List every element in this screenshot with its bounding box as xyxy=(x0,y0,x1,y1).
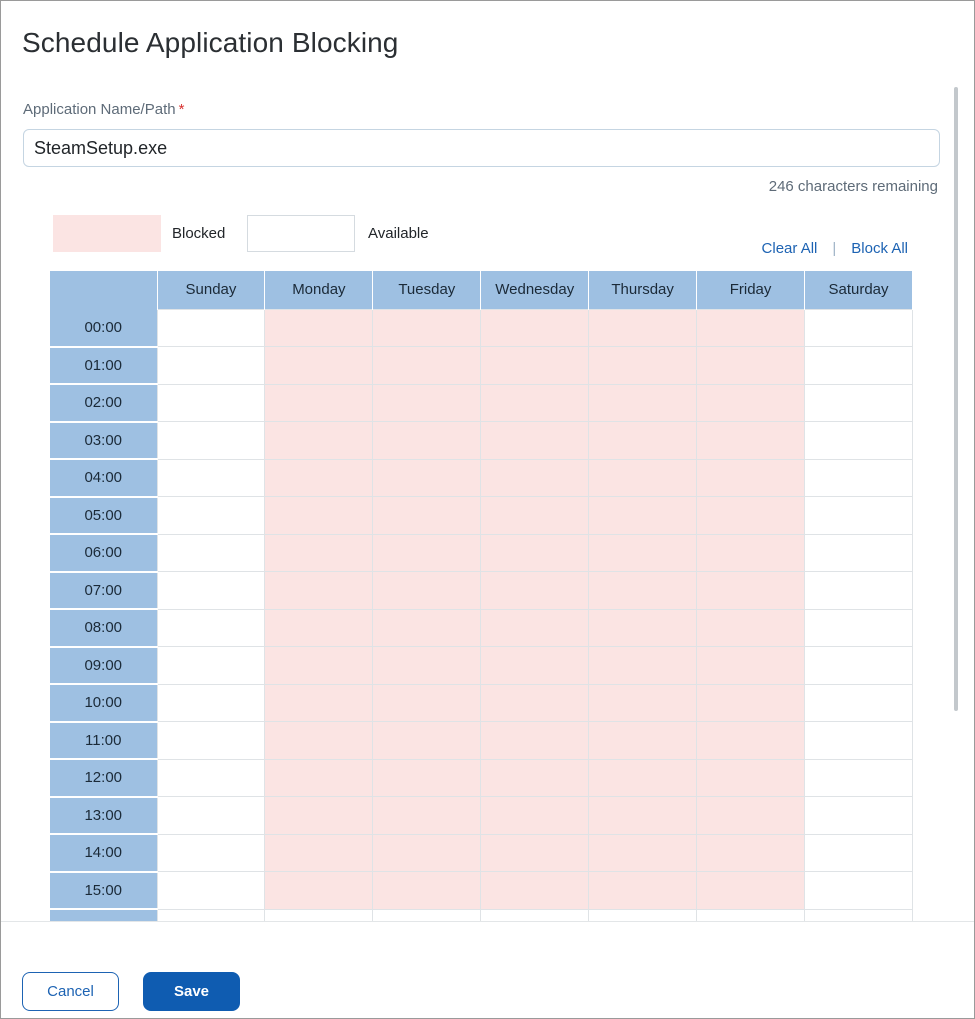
schedule-cell[interactable] xyxy=(589,609,697,647)
schedule-cell[interactable] xyxy=(589,797,697,835)
schedule-cell[interactable] xyxy=(589,872,697,910)
chars-remaining-counter: 246 characters remaining xyxy=(768,178,938,195)
schedule-cell[interactable] xyxy=(697,797,805,835)
hour-label[interactable]: 09:00 xyxy=(50,647,157,685)
schedule-cell[interactable] xyxy=(697,572,805,610)
day-header-wednesday[interactable]: Wednesday xyxy=(481,271,589,309)
hour-label[interactable]: 05:00 xyxy=(50,497,157,535)
schedule-cell[interactable] xyxy=(805,347,913,385)
schedule-cell[interactable] xyxy=(697,609,805,647)
schedule-cell[interactable] xyxy=(589,834,697,872)
schedule-cell[interactable] xyxy=(157,609,265,647)
schedule-cell[interactable] xyxy=(157,347,265,385)
schedule-row xyxy=(50,384,913,422)
schedule-cell[interactable] xyxy=(157,797,265,835)
schedule-cell[interactable] xyxy=(481,797,589,835)
schedule-cell[interactable] xyxy=(697,722,805,760)
schedule-cell[interactable] xyxy=(265,834,373,872)
schedule-header-row xyxy=(50,271,913,309)
schedule-cell[interactable] xyxy=(265,422,373,460)
schedule-cell[interactable] xyxy=(157,572,265,610)
schedule-cell[interactable] xyxy=(697,347,805,385)
hour-label[interactable]: 04:00 xyxy=(50,459,157,497)
day-header-thursday[interactable]: Thursday xyxy=(589,271,697,309)
save-button[interactable]: Save xyxy=(143,972,240,1011)
schedule-cell[interactable] xyxy=(589,497,697,535)
hour-label[interactable]: 00:00 xyxy=(50,309,157,347)
hour-label[interactable]: 15:00 xyxy=(50,872,157,910)
schedule-row xyxy=(50,572,913,610)
schedule-cell[interactable] xyxy=(373,497,481,535)
cancel-button[interactable]: Cancel xyxy=(22,972,119,1011)
schedule-cell[interactable] xyxy=(805,572,913,610)
schedule-cell[interactable] xyxy=(805,459,913,497)
schedule-cell[interactable] xyxy=(157,384,265,422)
schedule-cell[interactable] xyxy=(373,609,481,647)
schedule-cell[interactable] xyxy=(265,872,373,910)
schedule-cell[interactable] xyxy=(589,684,697,722)
schedule-row xyxy=(50,759,913,797)
schedule-cell[interactable] xyxy=(373,572,481,610)
schedule-cell[interactable] xyxy=(805,609,913,647)
legend-blocked-label: Blocked xyxy=(172,225,226,242)
day-header-friday[interactable]: Friday xyxy=(697,271,805,309)
schedule-row xyxy=(50,722,913,760)
schedule-cell[interactable] xyxy=(373,347,481,385)
schedule-cell[interactable] xyxy=(805,422,913,460)
schedule-cell[interactable] xyxy=(589,384,697,422)
hour-label[interactable]: 10:00 xyxy=(50,684,157,722)
schedule-row xyxy=(50,834,913,872)
schedule-cell[interactable] xyxy=(481,422,589,460)
schedule-cell[interactable] xyxy=(481,347,589,385)
schedule-cell[interactable] xyxy=(481,834,589,872)
schedule-cell[interactable] xyxy=(805,797,913,835)
schedule-cell[interactable] xyxy=(697,647,805,685)
schedule-row xyxy=(50,797,913,835)
schedule-cell[interactable] xyxy=(265,534,373,572)
schedule-cell[interactable] xyxy=(157,722,265,760)
app-name-input[interactable] xyxy=(23,129,940,167)
schedule-cell[interactable] xyxy=(805,722,913,760)
schedule-cell[interactable] xyxy=(481,572,589,610)
schedule-cell[interactable] xyxy=(157,647,265,685)
schedule-cell[interactable] xyxy=(265,722,373,760)
schedule-row xyxy=(50,684,913,722)
schedule-cell[interactable] xyxy=(805,684,913,722)
app-name-label xyxy=(23,101,184,118)
schedule-cell[interactable] xyxy=(805,872,913,910)
schedule-cell[interactable] xyxy=(373,834,481,872)
schedule-row xyxy=(50,647,913,685)
schedule-cell[interactable] xyxy=(265,347,373,385)
hour-label[interactable]: 12:00 xyxy=(50,759,157,797)
schedule-cell[interactable] xyxy=(265,759,373,797)
hour-label[interactable]: 08:00 xyxy=(50,609,157,647)
dialog-footer xyxy=(1,921,975,1019)
schedule-cell[interactable] xyxy=(265,384,373,422)
schedule-cell[interactable] xyxy=(697,872,805,910)
schedule-cell[interactable] xyxy=(805,834,913,872)
day-header-saturday[interactable]: Saturday xyxy=(805,271,913,309)
schedule-row xyxy=(50,497,913,535)
schedule-cell[interactable] xyxy=(157,872,265,910)
schedule-cell[interactable] xyxy=(481,609,589,647)
schedule-cell[interactable] xyxy=(265,647,373,685)
schedule-cell[interactable] xyxy=(589,647,697,685)
schedule-grid xyxy=(50,271,913,948)
schedule-cell[interactable] xyxy=(373,647,481,685)
schedule-cell[interactable] xyxy=(373,309,481,347)
schedule-cell[interactable] xyxy=(589,309,697,347)
schedule-cell[interactable] xyxy=(481,309,589,347)
schedule-cell[interactable] xyxy=(373,872,481,910)
schedule-cell[interactable] xyxy=(805,497,913,535)
schedule-cell[interactable] xyxy=(697,497,805,535)
schedule-cell[interactable] xyxy=(265,572,373,610)
schedule-cell[interactable] xyxy=(805,759,913,797)
schedule-cell[interactable] xyxy=(697,534,805,572)
schedule-cell[interactable] xyxy=(697,422,805,460)
bulk-actions xyxy=(762,240,908,257)
schedule-row xyxy=(50,872,913,910)
schedule-cell[interactable] xyxy=(265,684,373,722)
hour-label[interactable]: 13:00 xyxy=(50,797,157,835)
schedule-cell[interactable] xyxy=(373,722,481,760)
schedule-cell[interactable] xyxy=(481,497,589,535)
schedule-cell[interactable] xyxy=(373,684,481,722)
schedule-cell[interactable] xyxy=(481,534,589,572)
schedule-cell[interactable] xyxy=(265,797,373,835)
schedule-row xyxy=(50,459,913,497)
schedule-cell[interactable] xyxy=(481,872,589,910)
clear-all-link[interactable]: Clear All xyxy=(761,240,818,257)
hour-label[interactable]: 01:00 xyxy=(50,347,157,385)
schedule-cell[interactable] xyxy=(481,722,589,760)
schedule-cell[interactable] xyxy=(481,759,589,797)
day-header-monday[interactable]: Monday xyxy=(265,271,373,309)
legend-available-label: Available xyxy=(368,225,429,242)
schedule-cell[interactable] xyxy=(481,647,589,685)
app-name-label-text: Application Name/Path xyxy=(23,101,176,118)
schedule-cell[interactable] xyxy=(373,422,481,460)
schedule-cell[interactable] xyxy=(697,834,805,872)
schedule-cell[interactable] xyxy=(697,309,805,347)
schedule-row xyxy=(50,609,913,647)
schedule-row xyxy=(50,309,913,347)
schedule-body xyxy=(50,309,913,947)
schedule-cell[interactable] xyxy=(805,534,913,572)
hour-label[interactable]: 14:00 xyxy=(50,834,157,872)
schedule-cell[interactable] xyxy=(589,347,697,385)
schedule-row xyxy=(50,534,913,572)
schedule-cell[interactable] xyxy=(157,459,265,497)
schedule-cell[interactable] xyxy=(265,497,373,535)
schedule-cell[interactable] xyxy=(373,459,481,497)
schedule-cell[interactable] xyxy=(481,459,589,497)
block-all-link[interactable]: Block All xyxy=(851,240,908,257)
hour-label[interactable]: 11:00 xyxy=(50,722,157,760)
hour-label[interactable]: 06:00 xyxy=(50,534,157,572)
schedule-cell[interactable] xyxy=(589,759,697,797)
schedule-cell[interactable] xyxy=(373,797,481,835)
legend-blocked-swatch xyxy=(53,215,161,252)
schedule-cell[interactable] xyxy=(697,684,805,722)
actions-separator: | xyxy=(832,240,837,257)
schedule-cell[interactable] xyxy=(157,834,265,872)
schedule-row xyxy=(50,422,913,460)
schedule-cell[interactable] xyxy=(157,309,265,347)
schedule-cell[interactable] xyxy=(157,684,265,722)
vertical-scrollbar[interactable] xyxy=(954,87,958,711)
schedule-cell[interactable] xyxy=(697,459,805,497)
schedule-cell[interactable] xyxy=(805,647,913,685)
schedule-cell[interactable] xyxy=(373,534,481,572)
schedule-cell[interactable] xyxy=(697,384,805,422)
schedule-cell[interactable] xyxy=(157,759,265,797)
schedule-row xyxy=(50,347,913,385)
schedule-cell[interactable] xyxy=(157,534,265,572)
schedule-cell[interactable] xyxy=(481,684,589,722)
schedule-cell[interactable] xyxy=(589,459,697,497)
schedule-cell[interactable] xyxy=(157,497,265,535)
schedule-cell[interactable] xyxy=(589,722,697,760)
legend-available-swatch xyxy=(247,215,355,252)
schedule-cell[interactable] xyxy=(373,759,481,797)
hour-label[interactable]: 02:00 xyxy=(50,384,157,422)
hour-label[interactable]: 07:00 xyxy=(50,572,157,610)
dialog-title: Schedule Application Blocking xyxy=(22,27,399,58)
schedule-cell[interactable] xyxy=(589,572,697,610)
required-indicator: * xyxy=(178,101,185,118)
schedule-cell[interactable] xyxy=(481,384,589,422)
schedule-corner-cell xyxy=(50,271,157,309)
day-header-tuesday[interactable]: Tuesday xyxy=(373,271,481,309)
schedule-cell[interactable] xyxy=(697,759,805,797)
schedule-cell[interactable] xyxy=(805,384,913,422)
schedule-cell[interactable] xyxy=(157,422,265,460)
schedule-cell[interactable] xyxy=(589,422,697,460)
schedule-cell[interactable] xyxy=(805,309,913,347)
schedule-cell[interactable] xyxy=(589,534,697,572)
day-header-sunday[interactable]: Sunday xyxy=(157,271,265,309)
hour-label[interactable]: 03:00 xyxy=(50,422,157,460)
schedule-cell[interactable] xyxy=(265,459,373,497)
schedule-cell[interactable] xyxy=(373,384,481,422)
schedule-cell[interactable] xyxy=(265,309,373,347)
schedule-cell[interactable] xyxy=(265,609,373,647)
